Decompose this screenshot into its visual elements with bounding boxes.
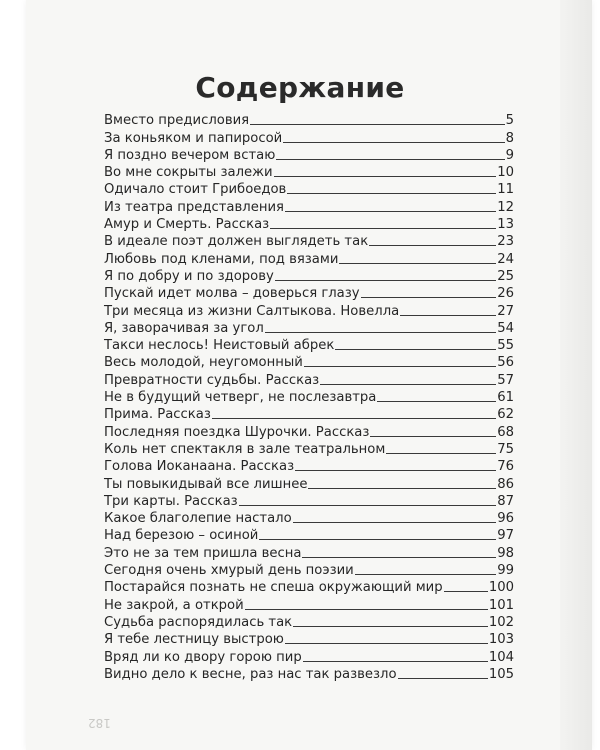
toc-leader-line bbox=[293, 522, 497, 523]
toc-entry-title: Из театра представления bbox=[104, 199, 284, 215]
toc-entry-title: Любовь под кленами, под вязами bbox=[104, 251, 339, 267]
toc-entry bbox=[104, 249, 514, 266]
toc-leader-line bbox=[275, 280, 496, 281]
toc-entry bbox=[104, 215, 514, 232]
toc-leader-line bbox=[444, 591, 488, 592]
toc-entry bbox=[104, 474, 514, 491]
toc-entry bbox=[104, 630, 514, 647]
table-of-contents bbox=[104, 111, 514, 682]
toc-leader-line bbox=[369, 245, 496, 246]
toc-entry bbox=[104, 232, 514, 249]
toc-leader-line bbox=[295, 470, 496, 471]
toc-entry bbox=[104, 492, 514, 509]
toc-leader-line bbox=[274, 176, 497, 177]
toc-entry bbox=[104, 284, 514, 301]
toc-entry-page: 96 bbox=[497, 511, 514, 527]
toc-entry-title: Такси неслось! Неистовый абрек bbox=[104, 338, 335, 354]
page-title: Содержание bbox=[195, 70, 405, 104]
toc-entry bbox=[104, 613, 514, 630]
toc-entry-page: 62 bbox=[497, 407, 514, 423]
toc-leader-line bbox=[398, 678, 488, 679]
toc-entry-page: 23 bbox=[497, 234, 514, 250]
toc-entry-title: Прима. Рассказ bbox=[104, 407, 211, 423]
toc-leader-line bbox=[339, 263, 496, 264]
toc-entry-title: Я тебе лестницу выстрою bbox=[104, 632, 284, 648]
toc-entry-title: Три месяца из жизни Салтыкова. Новелла bbox=[104, 303, 400, 319]
toc-entry bbox=[104, 319, 514, 336]
toc-entry bbox=[104, 197, 514, 214]
toc-entry bbox=[104, 353, 514, 370]
toc-entry-page: 25 bbox=[497, 268, 514, 284]
toc-entry-page: 101 bbox=[488, 597, 514, 613]
toc-entry-page: 76 bbox=[497, 459, 514, 475]
toc-entry-title: Амур и Смерть. Рассказ bbox=[104, 217, 270, 233]
toc-entry bbox=[104, 336, 514, 353]
toc-entry bbox=[104, 180, 514, 197]
toc-entry-page: 87 bbox=[497, 493, 514, 509]
toc-leader-line bbox=[293, 626, 488, 627]
toc-entry-title: Одичало стоит Грибоедов bbox=[104, 182, 287, 198]
toc-entry bbox=[104, 509, 514, 526]
toc-entry-title: Не в будущий четверг, не послезавтра bbox=[104, 390, 377, 406]
page-edge-shadow bbox=[560, 0, 592, 750]
toc-entry bbox=[104, 647, 514, 664]
toc-leader-line bbox=[370, 436, 496, 437]
toc-entry-page: 24 bbox=[497, 251, 514, 267]
toc-entry bbox=[104, 370, 514, 387]
toc-entry-page: 56 bbox=[497, 355, 514, 371]
toc-leader-line bbox=[245, 609, 488, 610]
toc-leader-line bbox=[285, 643, 488, 644]
toc-entry-page: 68 bbox=[497, 424, 514, 440]
toc-entry-page: 97 bbox=[497, 528, 514, 544]
toc-entry bbox=[104, 526, 514, 543]
toc-entry-title: Не закрой, а открой bbox=[104, 597, 244, 613]
toc-entry-title: Вряд ли ко двору горою пир bbox=[104, 649, 302, 665]
toc-leader-line bbox=[377, 401, 496, 402]
toc-entry bbox=[104, 595, 514, 612]
toc-leader-line bbox=[285, 211, 496, 212]
toc-entry-title: За коньяком и папиросой bbox=[104, 130, 283, 146]
toc-entry-page: 103 bbox=[488, 632, 514, 648]
toc-entry bbox=[104, 111, 514, 128]
toc-leader-line bbox=[250, 124, 504, 125]
toc-entry-page: 55 bbox=[497, 338, 514, 354]
toc-leader-line bbox=[302, 557, 496, 558]
toc-leader-line bbox=[386, 453, 496, 454]
toc-entry-title: Я по добру и по здорову bbox=[104, 268, 274, 284]
toc-entry bbox=[104, 405, 514, 422]
toc-entry-page: 75 bbox=[497, 441, 514, 457]
toc-entry-title: Вместо предисловия bbox=[104, 113, 250, 129]
toc-entry-title: Коль нет спектакля в зале театральном bbox=[104, 441, 386, 457]
toc-entry-title: Последняя поездка Шурочки. Рассказ bbox=[104, 424, 370, 440]
toc-leader-line bbox=[239, 505, 497, 506]
toc-entry-title: Весь молодой, неугомонный bbox=[104, 355, 303, 371]
toc-entry bbox=[104, 301, 514, 318]
toc-entry-title: Я поздно вечером встаю bbox=[104, 147, 276, 163]
toc-entry bbox=[104, 457, 514, 474]
toc-leader-line bbox=[259, 539, 496, 540]
toc-entry bbox=[104, 578, 514, 595]
toc-entry-page: 105 bbox=[488, 666, 514, 682]
toc-entry-page: 57 bbox=[497, 372, 514, 388]
toc-entry bbox=[104, 422, 514, 439]
toc-entry-page: 9 bbox=[505, 147, 514, 163]
toc-entry-title: Пускай идет молва – доверься глазу bbox=[104, 286, 360, 302]
toc-entry-page: 12 bbox=[497, 199, 514, 215]
toc-leader-line bbox=[287, 193, 496, 194]
toc-leader-line bbox=[283, 142, 504, 143]
toc-entry-title: Это не за тем пришла весна bbox=[104, 545, 302, 561]
toc-entry bbox=[104, 388, 514, 405]
toc-entry-title: Ты повыкидывай все лишнее bbox=[104, 476, 308, 492]
toc-entry-page: 61 bbox=[497, 390, 514, 406]
toc-entry-title: Постарайся познать не спеша окружающий мир bbox=[104, 580, 443, 596]
toc-entry-title: Какое благолепие настало bbox=[104, 511, 292, 527]
toc-leader-line bbox=[212, 418, 496, 419]
toc-entry-page: 13 bbox=[497, 217, 514, 233]
toc-entry-title: Три карты. Рассказ bbox=[104, 493, 238, 509]
toc-entry-page: 11 bbox=[497, 182, 514, 198]
toc-entry-page: 86 bbox=[497, 476, 514, 492]
toc-entry-page: 10 bbox=[497, 165, 514, 181]
toc-entry bbox=[104, 146, 514, 163]
toc-entry-page: 100 bbox=[488, 580, 514, 596]
toc-entry-page: 26 bbox=[497, 286, 514, 302]
toc-leader-line bbox=[361, 297, 497, 298]
toc-entry-title: Я, заворачивая за угол bbox=[104, 320, 264, 336]
toc-leader-line bbox=[320, 384, 496, 385]
toc-entry-title: Над березою – осиной bbox=[104, 528, 259, 544]
toc-entry bbox=[104, 665, 514, 682]
toc-entry-page: 5 bbox=[505, 113, 514, 129]
toc-leader-line bbox=[265, 332, 496, 333]
toc-entry-page: 99 bbox=[497, 563, 514, 579]
toc-entry-page: 8 bbox=[505, 130, 514, 146]
page-number-bleedthrough: 182 bbox=[88, 716, 111, 730]
toc-leader-line bbox=[308, 488, 496, 489]
toc-entry-page: 27 bbox=[497, 303, 514, 319]
toc-entry-title: Голова Иоканаана. Рассказ bbox=[104, 459, 295, 475]
toc-entry-title: Во мне сокрыты залежи bbox=[104, 165, 273, 181]
toc-entry bbox=[104, 128, 514, 145]
toc-entry-title: Превратности судьбы. Рассказ bbox=[104, 372, 320, 388]
toc-entry-page: 98 bbox=[497, 545, 514, 561]
toc-entry-title: Судьба распорядилась так bbox=[104, 614, 293, 630]
toc-leader-line bbox=[303, 661, 488, 662]
toc-entry-page: 102 bbox=[488, 614, 514, 630]
toc-entry bbox=[104, 163, 514, 180]
toc-leader-line bbox=[400, 315, 496, 316]
toc-entry bbox=[104, 267, 514, 284]
toc-leader-line bbox=[335, 349, 496, 350]
toc-entry-title: Сегодня очень хмурый день поэзии bbox=[104, 563, 354, 579]
toc-leader-line bbox=[304, 366, 496, 367]
toc-entry-title: Видно дело к весне, раз нас так развезло bbox=[104, 666, 397, 682]
toc-leader-line bbox=[355, 574, 496, 575]
toc-leader-line bbox=[270, 228, 496, 229]
toc-entry bbox=[104, 440, 514, 457]
toc-entry-title: В идеале поэт должен выглядеть так bbox=[104, 234, 369, 250]
toc-entry-page: 104 bbox=[488, 649, 514, 665]
toc-entry bbox=[104, 561, 514, 578]
toc-entry-page: 54 bbox=[497, 320, 514, 336]
toc-leader-line bbox=[276, 159, 504, 160]
toc-entry bbox=[104, 543, 514, 560]
